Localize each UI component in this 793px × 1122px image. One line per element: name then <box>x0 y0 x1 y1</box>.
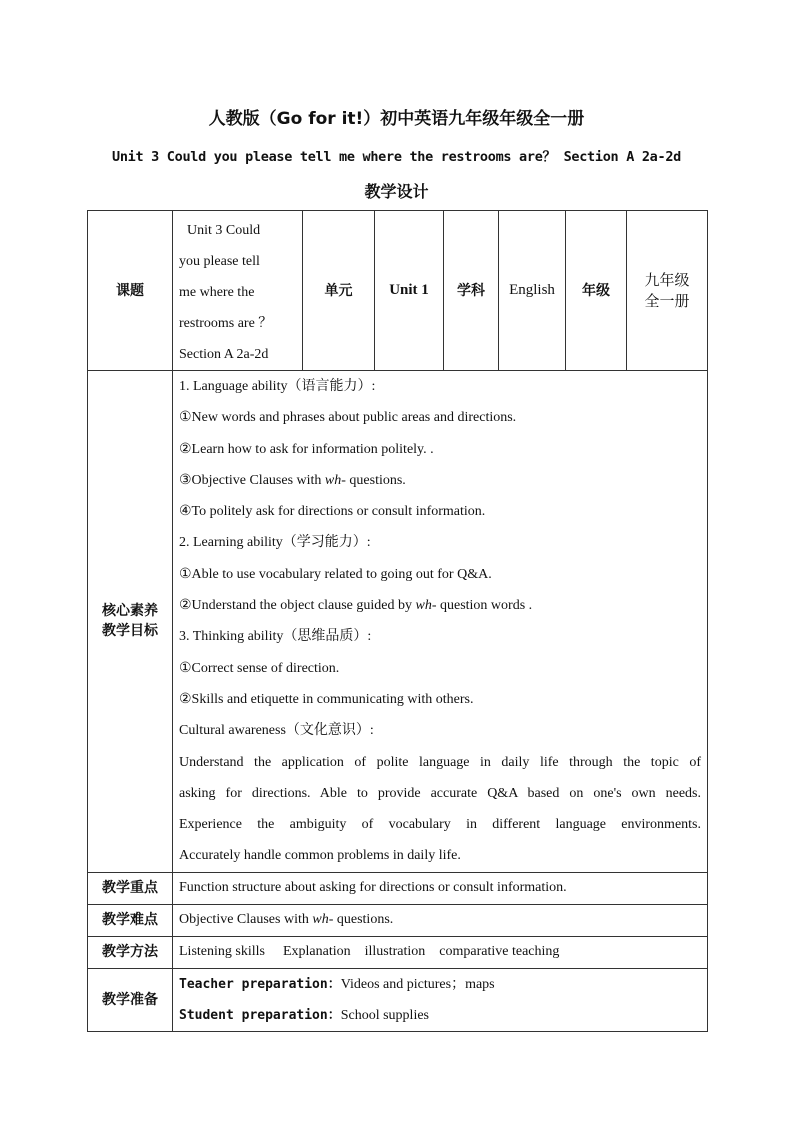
objective-line: ①Able to use vocabulary related to going out for Q&A. <box>179 566 492 582</box>
difficulties-label: 教学难点 <box>88 904 173 936</box>
teacher-preparation <box>179 969 701 1000</box>
method-item: Listening skills <box>179 944 265 960</box>
unit-value: Unit 1 <box>375 211 444 371</box>
objectives-content <box>173 371 708 873</box>
wh-italic: wh- <box>415 598 437 614</box>
difficulties-row <box>88 904 708 936</box>
preparation-row <box>88 968 708 1031</box>
objective-line: Cultural awareness（文化意识）: <box>179 723 374 739</box>
objective-line: ②Learn how to ask for information politely. . <box>179 441 434 457</box>
student-preparation-label: Student preparation： <box>179 1007 341 1023</box>
subject-label: 学科 <box>444 211 499 371</box>
topic-line: Unit 3 Could <box>187 223 261 238</box>
student-preparation <box>179 1000 701 1031</box>
grade-value <box>627 211 708 371</box>
subject-value: English <box>499 211 566 371</box>
objective-line: ①New words and phrases about public areas and directions. <box>179 410 517 426</box>
wh-italic: wh- <box>324 472 346 488</box>
document-title: 人教版（Go for it!）初中英语九年级年级全一册 <box>208 109 585 129</box>
unit-label: 单元 <box>303 211 375 371</box>
difficulties-text: Objective Clauses with <box>179 912 313 928</box>
lesson-plan-table <box>87 210 708 1032</box>
topic-line: me where the <box>179 285 255 300</box>
cultural-paragraph-line: Accurately handle common problems in daily life. <box>179 848 461 864</box>
info-row <box>88 211 708 371</box>
topic-line: Section A 2a-2d <box>179 347 269 362</box>
objective-line: ④To politely ask for directions or consult information. <box>179 504 486 520</box>
wh-italic: wh- <box>312 912 334 928</box>
method-item: Explanation <box>282 944 351 960</box>
objective-line <box>179 590 701 621</box>
topic-label: 课题 <box>88 211 173 371</box>
method-item: illustration <box>364 944 426 960</box>
objective-line: ②Skills and etiquette in communicating with others. <box>179 691 474 707</box>
methods-row <box>88 936 708 968</box>
methods-value <box>173 936 708 968</box>
key-points-label: 教学重点 <box>88 872 173 904</box>
method-item: comparative teaching <box>439 944 560 960</box>
objective-line: 3. Thinking ability（思维品质）: <box>179 629 372 645</box>
objective-text: ②Understand the object clause guided by <box>179 598 416 614</box>
objective-line: ①Correct sense of direction. <box>179 660 340 676</box>
methods-label: 教学方法 <box>88 936 173 968</box>
key-points-value: Function structure about asking for directions or consult information. <box>173 872 708 904</box>
objective-text-end: question words . <box>436 598 533 614</box>
teacher-preparation-label: Teacher preparation： <box>179 976 341 992</box>
document-subtitle: Unit 3 Could you please tell me where the restrooms are？ Section A 2a-2d <box>112 149 681 165</box>
objectives-row <box>88 371 708 873</box>
difficulties-text-end: questions. <box>333 912 394 928</box>
topic-line: restrooms are ？ <box>179 316 273 331</box>
topic-line: you please tell <box>179 254 260 269</box>
cultural-paragraph-line: Understand the application of polite language in daily life through the topic of <box>179 754 701 770</box>
objectives-label-line-2: 教学目标 <box>102 623 158 640</box>
difficulties-value <box>173 904 708 936</box>
document-type: 教学设计 <box>364 182 429 201</box>
preparation-label: 教学准备 <box>88 968 173 1031</box>
cultural-paragraph-line: Experience the ambiguity of vocabulary in different language environments. <box>179 817 701 833</box>
teacher-preparation-value: Videos and pictures；maps <box>340 976 495 992</box>
cultural-paragraph-line: asking for directions. Able to provide accurate Q&A based on one's own needs. <box>179 785 701 801</box>
topic-value <box>173 211 303 371</box>
grade-label: 年级 <box>566 211 627 371</box>
objective-text: ③Objective Clauses with <box>179 472 325 488</box>
student-preparation-value: School supplies <box>340 1007 429 1023</box>
grade-value-line-2: 全一册 <box>644 291 690 310</box>
objective-text-end: questions. <box>345 472 406 488</box>
key-points-row <box>88 872 708 904</box>
objective-line: 2. Learning ability（学习能力）: <box>179 535 371 551</box>
objective-line: 1. Language ability（语言能力）: <box>179 379 376 394</box>
preparation-value <box>173 968 708 1031</box>
grade-value-line-1: 九年级 <box>644 270 690 289</box>
objectives-label <box>88 371 173 873</box>
objectives-label-line-1: 核心素养 <box>102 603 158 620</box>
objective-line <box>179 465 701 496</box>
